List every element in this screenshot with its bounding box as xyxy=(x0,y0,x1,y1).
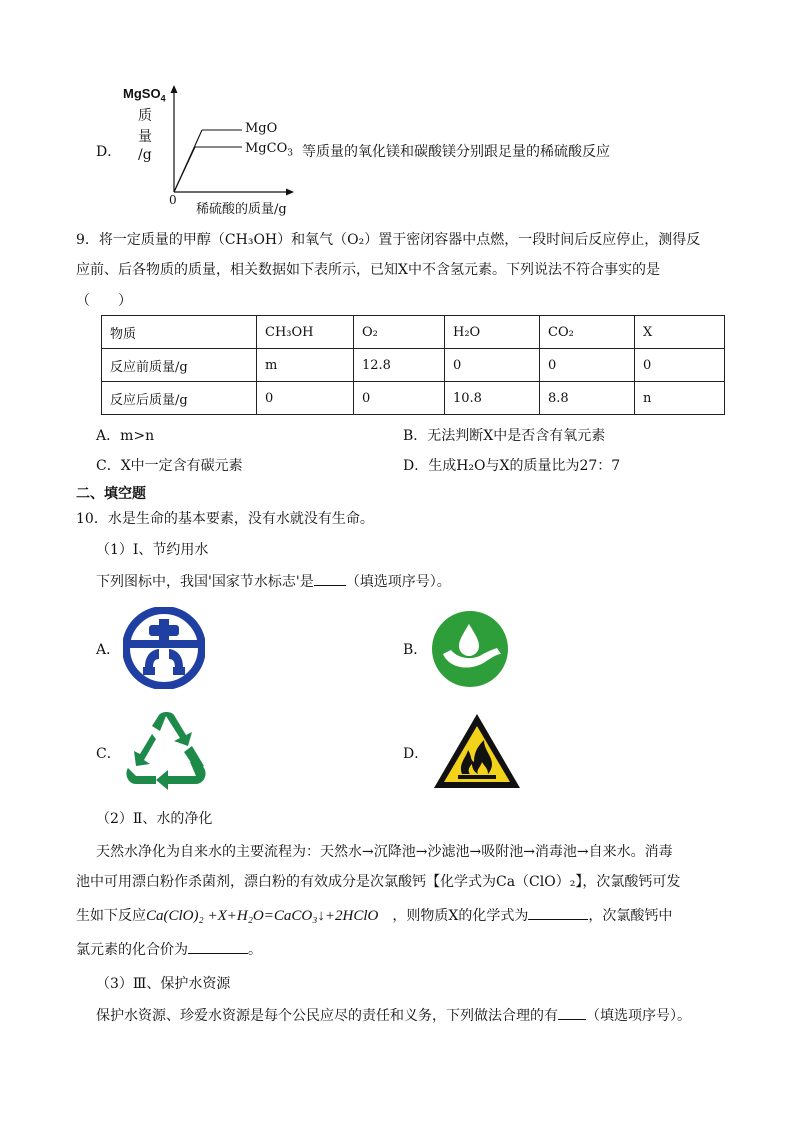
q9-option-c: C．X中一定含有碳元素 xyxy=(96,458,243,474)
table-cell: 0 xyxy=(635,349,725,382)
icon-option-d-label: D． xyxy=(403,746,429,762)
table-cell: 反应后质量/g xyxy=(102,382,257,415)
answer-blank[interactable] xyxy=(188,939,248,954)
q9-table xyxy=(101,315,725,415)
table-cell: n xyxy=(635,382,725,415)
water-saving-mark-icon xyxy=(123,607,205,689)
q9-answer-paren: （ ） xyxy=(76,293,132,309)
q10-part1-text: 下列图标中，我国'国家节水标志'是 （填选项序号）。 xyxy=(96,571,451,591)
y-axis-label-3: 量 xyxy=(138,129,152,145)
table-cell: 10.8 xyxy=(445,382,540,415)
y-axis-label: MgSO$_4$ xyxy=(123,86,166,104)
table-cell: CH₃OH xyxy=(257,316,354,349)
table-cell: 0 xyxy=(354,382,445,415)
q10-stem: 10．水是生命的基本要素，没有水就没有生命。 xyxy=(76,511,374,527)
mgco3-label: MgCO$_3$ xyxy=(245,141,293,159)
option-label-d: D． xyxy=(96,144,122,160)
table-cell: 0 xyxy=(445,349,540,382)
reaction-equation: Ca(ClO)₂ +X+H₂O=CaCO₃↓+2HClO xyxy=(146,908,379,924)
flammable-warning-icon xyxy=(432,712,522,790)
q10-part2-line2: 池中可用漂白粉作杀菌剂，漂白粉的有效成分是次氯酸钙【化学式为Ca（ClO）₂】，次氯酸钙可发 xyxy=(76,874,681,890)
table-cell: H₂O xyxy=(445,316,540,349)
graph-description: 等质量的氧化镁和碳酸镁分别跟足量的稀硫酸反应 xyxy=(302,144,610,160)
table-cell: 0 xyxy=(540,349,635,382)
recycle-icon xyxy=(122,712,210,792)
q10-part2-line4: 氯元素的化合价为 。 xyxy=(76,939,262,959)
table-row xyxy=(102,349,725,382)
q10-part3-title: （3）Ⅲ、保护水资源 xyxy=(96,976,231,992)
table-cell: 物质 xyxy=(102,316,257,349)
table-cell: m xyxy=(257,349,354,382)
mgo-label: MgO xyxy=(245,121,278,136)
answer-blank[interactable] xyxy=(314,571,346,586)
icon-option-c-label: C． xyxy=(96,746,121,762)
table-row xyxy=(102,316,725,349)
answer-blank[interactable] xyxy=(558,1005,586,1020)
q10-part2-line1: 天然水净化为自来水的主要流程为：天然水→沉降池→沙滤池→吸附池→消毒池→自来水。消毒 xyxy=(96,844,673,860)
q10-part3-text: 保护水资源、珍爱水资源是每个公民应尽的责任和义务，下列做法合理的有 （填选项序号）。 xyxy=(96,1005,691,1025)
table-row xyxy=(102,382,725,415)
q9-option-d: D．生成H₂O与X的质量比为27：7 xyxy=(403,458,621,474)
q9-stem-line2: 应前、后各物质的质量，相关数据如下表所示，已知X中不含氢元素。下列说法不符合事实的是 xyxy=(76,262,660,278)
table-cell: O₂ xyxy=(354,316,445,349)
section-title: 二、填空题 xyxy=(76,486,146,502)
icon-option-a-label: A． xyxy=(96,642,121,658)
table-cell: 0 xyxy=(257,382,354,415)
origin-label: 0 xyxy=(169,193,177,207)
q9-option-b: B．无法判断X中是否含有氧元素 xyxy=(403,428,606,444)
table-cell: 12.8 xyxy=(354,349,445,382)
q9-option-a: A．m>n xyxy=(96,428,155,444)
answer-blank[interactable] xyxy=(528,905,588,920)
y-axis-unit: /g xyxy=(138,147,152,163)
q10-part2-title: （2）Ⅱ、水的净化 xyxy=(96,811,213,827)
q10-part2-line3: 生如下反应Ca(ClO)₂ +X+H₂O=CaCO₃↓+2HClO ，则物质X的化学式为 ，次氯酸钙中 xyxy=(76,905,672,925)
table-cell: 反应前质量/g xyxy=(102,349,257,382)
table-cell: CO₂ xyxy=(540,316,635,349)
q9-stem-line1: 9．将一定质量的甲醇（CH₃OH）和氧气（O₂）置于密闭容器中点燃，一段时间后反应停止，测得反 xyxy=(76,232,701,248)
q10-part1-title: （1）Ⅰ、节约用水 xyxy=(96,542,209,558)
icon-option-b-label: B． xyxy=(403,642,428,658)
water-drop-hand-icon xyxy=(431,610,509,688)
table-cell: 8.8 xyxy=(540,382,635,415)
mgco3-line xyxy=(174,147,195,192)
table-cell: X xyxy=(635,316,725,349)
y-axis-label-2: 质 xyxy=(138,108,152,124)
x-axis-label: 稀硫酸的质量/g xyxy=(196,202,287,217)
